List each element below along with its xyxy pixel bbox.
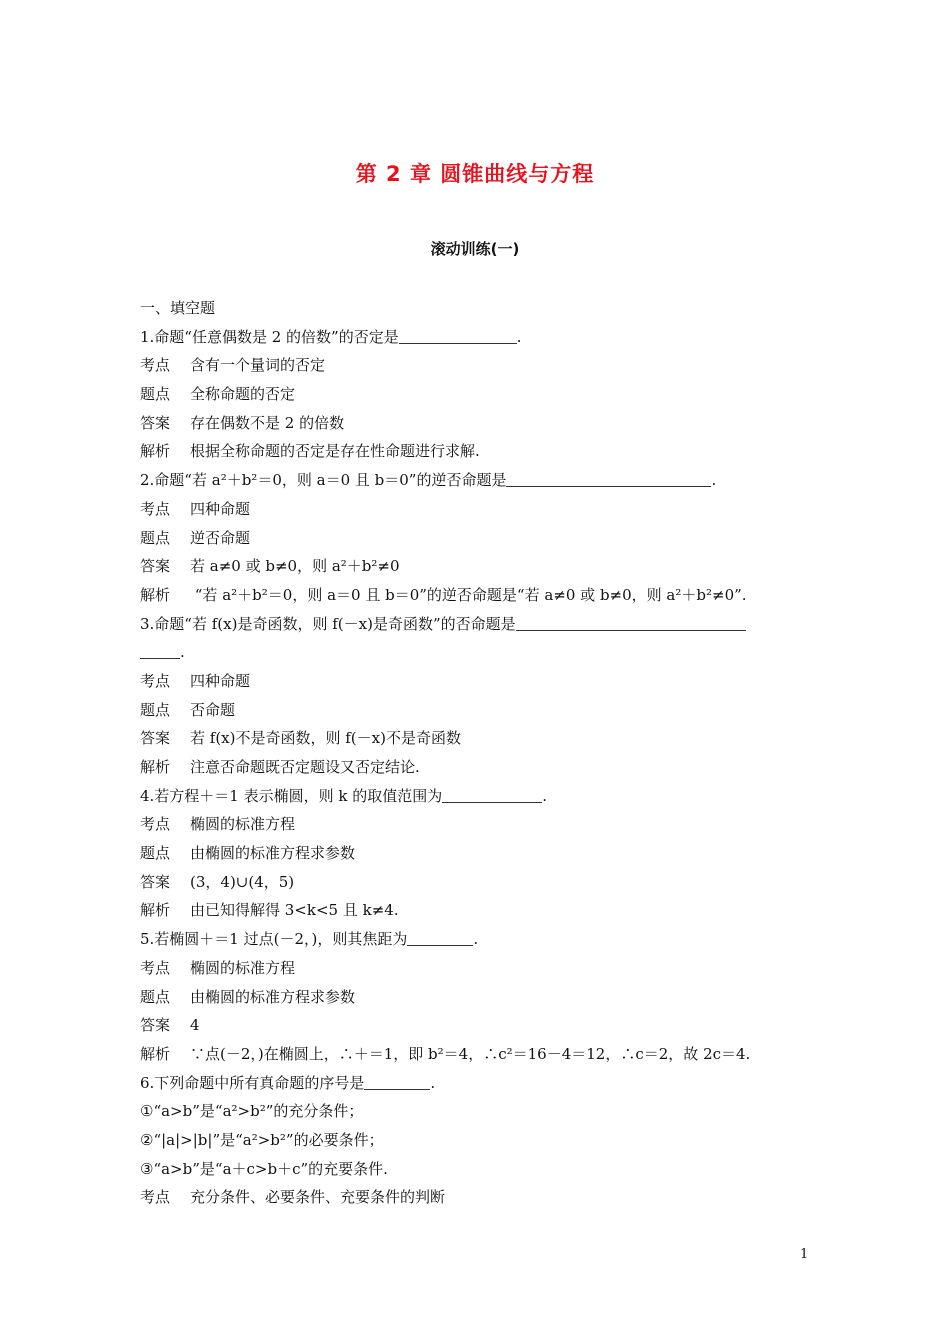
answer-line [140,351,820,380]
line-tag: 题点 [140,987,171,1006]
question-line [140,638,820,667]
chapter-title: 第 2 章 圆锥曲线与方程 [355,162,595,186]
line-text: 若 a≠0 或 b≠0，则 a²＋b²≠0 [190,557,400,576]
line-end-punct: . [430,1073,436,1092]
line-tag: 解析 [140,585,171,604]
line-tag: 答案 [140,557,171,576]
line-text: 存在偶数不是 2 的倍数 [190,413,345,432]
line-text: 逆否命题 [190,528,251,547]
question-line [140,1126,820,1155]
answer-line [140,524,820,553]
answer-blank [399,326,517,344]
answer-line [140,581,820,610]
question-line [140,610,820,639]
line-text: 充分条件、必要条件、充要条件的判断 [190,1188,446,1207]
line-text: ③“a>b”是“a＋c>b＋c”的充要条件. [140,1159,388,1178]
line-text: 由椭圆的标准方程求参数 [190,844,356,863]
line-text: 3.命题“若 f(x)是奇函数，则 f(－x)是奇函数”的否命题是 [140,614,516,633]
line-tag: 题点 [140,385,171,404]
question-line [140,323,820,352]
answer-blank [442,785,542,803]
line-tag: 答案 [140,413,171,432]
part-heading: 一、填空题 [140,299,216,317]
answer-blank [516,613,746,631]
line-end-punct: . [516,327,522,346]
line-text: 根据全称命题的否定是存在性命题进行求解. [190,442,480,461]
line-text: 1.命题“任意偶数是 2 的倍数”的否定是 [140,327,399,346]
answer-line [140,983,820,1012]
line-text: 四种命题 [190,671,251,690]
question-line [140,1097,820,1126]
answer-line [140,437,820,466]
answer-line [140,896,820,925]
line-tag: 题点 [140,700,171,719]
line-tag: 考点 [140,1188,171,1207]
line-text: 否命题 [190,700,236,719]
line-tag: 考点 [140,671,171,690]
answer-line [140,552,820,581]
line-end-punct: . [180,643,185,662]
line-text: 注意否命题既否定题设又否定结论. [190,758,420,776]
line-tag: 解析 [140,901,171,920]
answer-line [140,409,820,438]
line-end-punct: . [542,786,548,805]
line-tag: 考点 [140,356,171,375]
answer-blank [364,1072,430,1090]
answer-line [140,1040,820,1069]
page-number: 1 [800,1247,809,1262]
line-tag: 答案 [140,729,171,748]
line-text: 含有一个量词的否定 [190,356,326,375]
line-text: 5.若椭圆＋＝1 过点(－2，)，则其焦距为 [140,930,408,949]
answer-line [140,696,820,725]
line-text: 4.若方程＋＝1 表示椭圆，则 k 的取值范围为 [140,786,443,805]
answer-line [140,1011,820,1040]
question-line [140,1155,820,1184]
section-title: 滚动训练(一) [430,240,520,258]
answer-blank [140,641,180,659]
answer-line [140,724,820,753]
line-text: ①“a>b”是“a²>b²”的充分条件； [140,1102,364,1121]
line-end-punct: . [711,471,717,490]
line-tag: 考点 [140,499,171,518]
question-line [140,466,820,495]
answer-blank [407,928,473,946]
answer-line [140,954,820,983]
question-line [140,782,820,811]
answer-line [140,667,820,696]
line-tag: 解析 [140,758,171,776]
line-text: “若 a²＋b²＝0，则 a＝0 且 b＝0”的逆否命题是“若 a≠0 或 b≠0，则 a²＋b²≠0”. [190,585,747,604]
line-tag: 题点 [140,528,171,547]
line-tag: 考点 [140,815,171,834]
answer-line [140,810,820,839]
line-text: (3，4)∪(4，5) [190,872,295,891]
line-text: 椭圆的标准方程 [190,958,296,977]
line-tag: 答案 [140,1016,171,1035]
line-text: 由椭圆的标准方程求参数 [190,987,356,1006]
question-lines [140,323,820,1212]
line-text: 全称命题的否定 [190,385,296,404]
answer-line [140,753,820,782]
answer-line [140,495,820,524]
line-text: 若 f(x)不是奇函数，则 f(－x)不是奇函数 [190,729,461,748]
line-tag: 答案 [140,872,171,891]
answer-line [140,1183,820,1212]
line-text: 2.命题“若 a²＋b²＝0，则 a＝0 且 b＝0”的逆否命题是 [140,471,507,490]
line-end-punct: . [473,930,479,949]
question-line [140,1069,820,1098]
line-text: 4 [190,1016,200,1035]
line-tag: 解析 [140,1044,171,1063]
answer-line [140,839,820,868]
answer-blank [506,469,711,487]
line-tag: 题点 [140,844,171,863]
line-text: 椭圆的标准方程 [190,815,296,834]
line-text: ∵点(－2，)在椭圆上，∴＋＝1，即 b²＝4，∴c²＝16－4＝12，∴c＝2，故 2c＝4. [190,1044,751,1063]
line-text: 由已知得解得 3<k<5 且 k≠4. [190,901,399,920]
line-text: 6.下列命题中所有真命题的序号是 [140,1073,365,1092]
question-line [140,925,820,954]
question-content [140,294,820,1212]
line-text: 四种命题 [190,499,251,518]
line-tag: 解析 [140,442,171,461]
answer-line [140,868,820,897]
line-tag: 考点 [140,958,171,977]
line-text: ②“|a|>|b|”是“a²>b²”的必要条件； [140,1130,384,1149]
answer-line [140,380,820,409]
